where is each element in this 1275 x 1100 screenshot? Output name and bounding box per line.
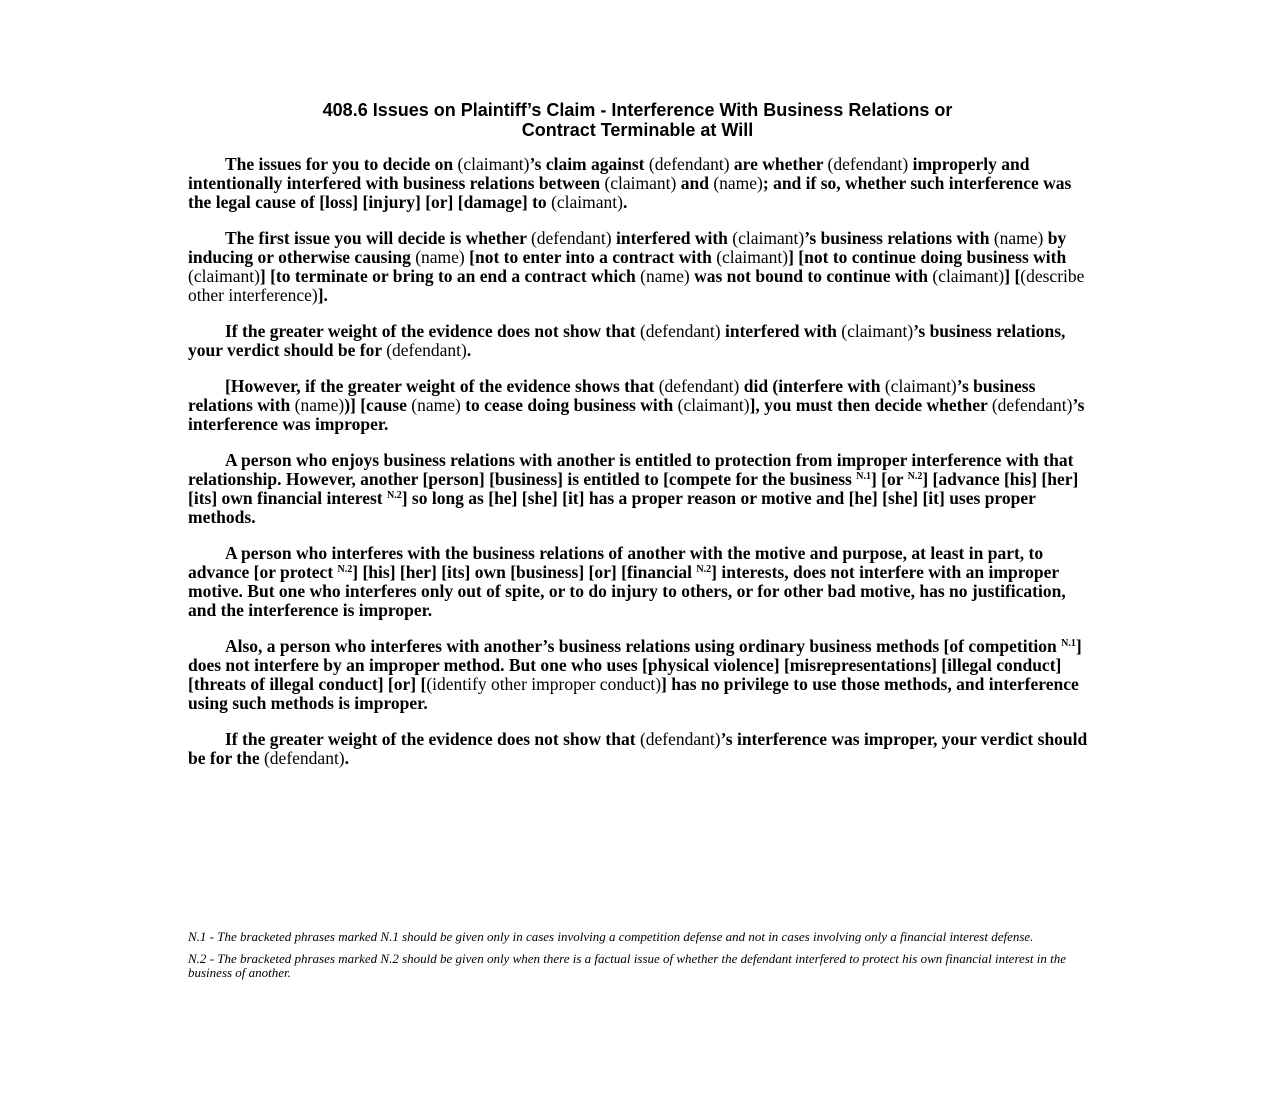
- text-run: ] does not interfere by an improper method. But one who uses [physical violence] [misrepresentations] [illegal conduct] [threats of illegal conduct] [or] [: [188, 636, 1082, 694]
- placeholder-defendant: (defendant): [648, 154, 730, 174]
- footnote-marker: N.2: [386, 490, 402, 501]
- text-run: and: [676, 173, 714, 193]
- placeholder-name: (name): [640, 266, 690, 286]
- paragraph-motive: [188, 544, 1098, 620]
- placeholder-defendant: (defendant): [639, 729, 721, 749]
- text-run: .: [622, 192, 628, 212]
- text-run: .: [344, 748, 350, 768]
- text-run: ] [to terminate or bring to an end a contract which: [259, 266, 641, 286]
- text-run: [not to enter into a contract with: [464, 247, 717, 267]
- text-run: by inducing or otherwise causing: [188, 228, 1067, 267]
- placeholder-defendant: (defendant): [386, 340, 467, 360]
- placeholder-claimant: (claimant): [841, 321, 914, 341]
- text-run: ], you must then decide whether: [749, 395, 992, 415]
- footnote-n2: N.2 - The bracketed phrases marked N.2 should be given only when there is a factual issue of whether the defendant interfered to protect his own financial interest in the business of another.: [188, 951, 1066, 980]
- paragraph-however: [188, 377, 1098, 434]
- text-run: If the greater weight of the evidence does not show that: [225, 729, 640, 749]
- page-title: [150, 100, 1125, 140]
- text-run: ] [his] [her] [its] own [business] [or] [financial: [352, 562, 697, 582]
- text-run: Also, a person who interferes with another’s business relations using ordinary business methods [of competition: [225, 636, 1062, 656]
- text-run: A person who interferes with the business relations of another with the motive and purpose, at least in part, to advance [or protect: [188, 543, 1044, 582]
- placeholder-defendant: (defendant): [639, 321, 721, 341]
- text-run: The first issue you will decide is whether: [225, 228, 531, 248]
- text-run: improperly and intentionally interfered with business relations between: [188, 154, 1030, 193]
- text-run: ] [or: [870, 469, 908, 489]
- text-run: ; and if so, whether such interference was the legal cause of [loss] [injury] [or] [damage] to: [188, 173, 1072, 212]
- placeholder-claimant: (claimant): [732, 228, 805, 248]
- footnotes: [188, 930, 1093, 988]
- footnote-marker: N.1: [1061, 638, 1076, 649]
- text-run: )] [cause: [344, 395, 412, 415]
- text-run: ] [advance [his] [her] [its] own financial interest: [188, 469, 1079, 508]
- placeholder-claimant: (claimant): [188, 266, 260, 286]
- placeholder-defendant: (defendant): [530, 228, 612, 248]
- paragraph-verdict-no-interference: [188, 322, 1098, 360]
- text-run: ’s business relations with: [188, 376, 1036, 415]
- footnote-marker: N.2: [696, 564, 712, 575]
- text-run: ] has no privilege to use those methods, and interference using such methods is improper.: [188, 674, 1079, 713]
- placeholder-name: (name): [713, 173, 763, 193]
- text-run: ] [not to continue doing business with: [788, 247, 1067, 267]
- placeholder-name: (name): [415, 247, 465, 267]
- placeholder-defendant: (defendant): [827, 154, 909, 174]
- footnote-marker: N.1: [856, 471, 871, 482]
- placeholder-claimant: (claimant): [677, 395, 750, 415]
- text-run: ] so long as [he] [she] [it] has a proper reason or motive and [he] [she] [it] uses proper methods.: [188, 488, 1036, 527]
- placeholder-claimant: (claimant): [604, 173, 677, 193]
- document-body: [188, 155, 1098, 785]
- text-run: ’s claim against: [529, 154, 649, 174]
- placeholder-name: (name): [294, 395, 345, 415]
- placeholder-claimant: (claimant): [716, 247, 789, 267]
- text-run: did (interfere with: [739, 376, 885, 396]
- placeholder-claimant: (claimant): [457, 154, 530, 174]
- placeholder-identify-conduct: (identify other improper conduct): [426, 674, 662, 694]
- placeholder-defendant: (defendant): [991, 395, 1073, 415]
- title-line-2: Contract Terminable at Will: [521, 120, 754, 140]
- text-run: are whether: [729, 154, 828, 174]
- placeholder-defendant: (defendant): [263, 748, 345, 768]
- text-run: was not bound to continue with: [689, 266, 933, 286]
- text-run: ’s interference was improper, your verdict should be for the: [188, 729, 1088, 768]
- text-run: interfered with: [720, 321, 842, 341]
- text-run: A person who enjoys business relations with another is entitled to protection from improper interference with that relationship. However, another [person] [business] is entitled to [compete for the business: [188, 450, 1074, 489]
- placeholder-claimant: (claimant): [884, 376, 957, 396]
- text-run: If the greater weight of the evidence does not show that: [225, 321, 640, 341]
- placeholder-name: (name): [411, 395, 461, 415]
- placeholder-claimant: (claimant): [551, 192, 623, 212]
- text-run: ’s interference was improper.: [188, 395, 1085, 434]
- text-run: interfered with: [611, 228, 733, 248]
- text-run: The issues for you to decide on: [225, 154, 458, 174]
- paragraph-protection: [188, 451, 1098, 527]
- text-run: ].: [317, 285, 328, 305]
- placeholder-defendant: (defendant): [658, 376, 740, 396]
- text-run: ’s business relations with: [804, 228, 994, 248]
- placeholder-name: (name): [993, 228, 1044, 248]
- text-run: .: [466, 340, 472, 360]
- title-line-1: 408.6 Issues on Plaintiff’s Claim - Interference With Business Relations or: [322, 100, 953, 120]
- text-run: ’s business relations, your verdict should be for: [188, 321, 1066, 360]
- text-run: ] [: [1004, 266, 1021, 286]
- text-run: ] interests, does not interfere with an improper motive. But one who interferes only out of spite, or to do injury to others, or for other bad motive, has no justification, and the interference is improper.: [188, 562, 1066, 620]
- paragraph-issues: [188, 155, 1098, 212]
- paragraph-verdict-improper: [188, 730, 1098, 768]
- placeholder-describe-interference: (describe other interference): [188, 266, 1085, 305]
- footnote-marker: N.2: [337, 564, 353, 575]
- paragraph-methods: [188, 637, 1098, 713]
- footnote-n1: N.1 - The bracketed phrases marked N.1 should be given only in cases involving a competition defense and not in cases involving only a financial interest defense.: [188, 929, 1034, 944]
- paragraph-first-issue: [188, 229, 1098, 305]
- placeholder-claimant: (claimant): [932, 266, 1005, 286]
- text-run: [However, if the greater weight of the evidence shows that: [225, 376, 659, 396]
- text-run: to cease doing business with: [460, 395, 678, 415]
- footnote-marker: N.2: [907, 471, 923, 482]
